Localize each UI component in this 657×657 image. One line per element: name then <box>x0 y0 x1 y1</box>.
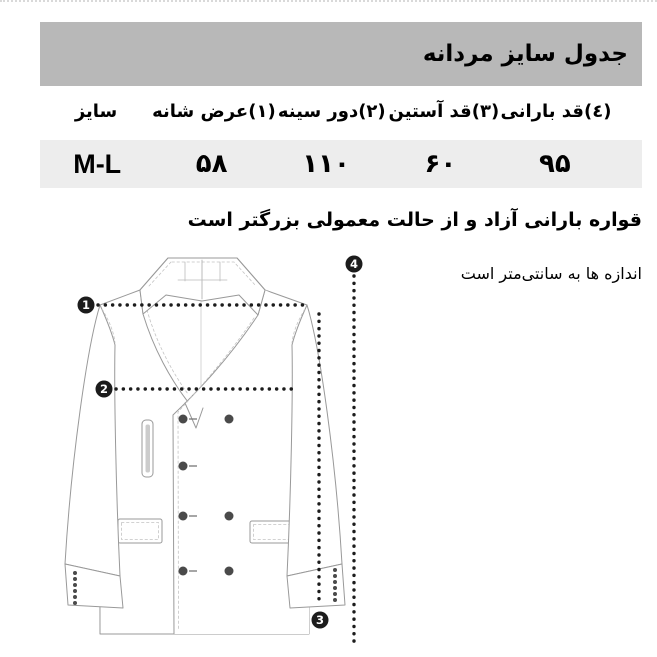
size-table-header <box>40 92 612 132</box>
marker-2-label: 2 <box>99 382 109 396</box>
sleeve-left <box>65 305 120 576</box>
note-loose-fit: قواره بارانی آزاد و از حالت معمولی بزرگتر است <box>187 209 642 231</box>
column-header-size: سایز <box>74 101 118 122</box>
value-size: M-L <box>73 149 122 179</box>
value-shoulder-width: ۵۸ <box>195 149 228 179</box>
pocket-flap-right <box>250 521 293 543</box>
column-header-coat-length: (٤)قد بارانی <box>500 101 612 122</box>
marker-1-label: 1 <box>81 298 91 312</box>
sleeve-right <box>287 305 342 576</box>
coat-measurement-diagram <box>35 252 370 652</box>
value-coat-length: ۹۵ <box>538 149 571 179</box>
size-table-row <box>40 140 612 188</box>
column-header-sleeve-length: (۳)قد آستین <box>388 101 500 122</box>
value-chest: ۱۱۰ <box>302 149 350 179</box>
page-title: جدول سایز مردانه <box>40 22 642 86</box>
note-units-cm: اندازه ها به سانتی‌متر است <box>460 264 642 283</box>
column-header-chest: (۲)دور سینه <box>277 101 386 122</box>
column-header-shoulder-width: (۱)عرض شانه <box>152 101 276 122</box>
value-sleeve-length: ۶۰ <box>424 149 457 179</box>
chest-welt-pocket-inner <box>146 425 151 473</box>
marker-3-label: 3 <box>315 613 325 627</box>
marker-4-label: 4 <box>349 257 359 271</box>
page-top-dotted-border <box>0 0 657 2</box>
